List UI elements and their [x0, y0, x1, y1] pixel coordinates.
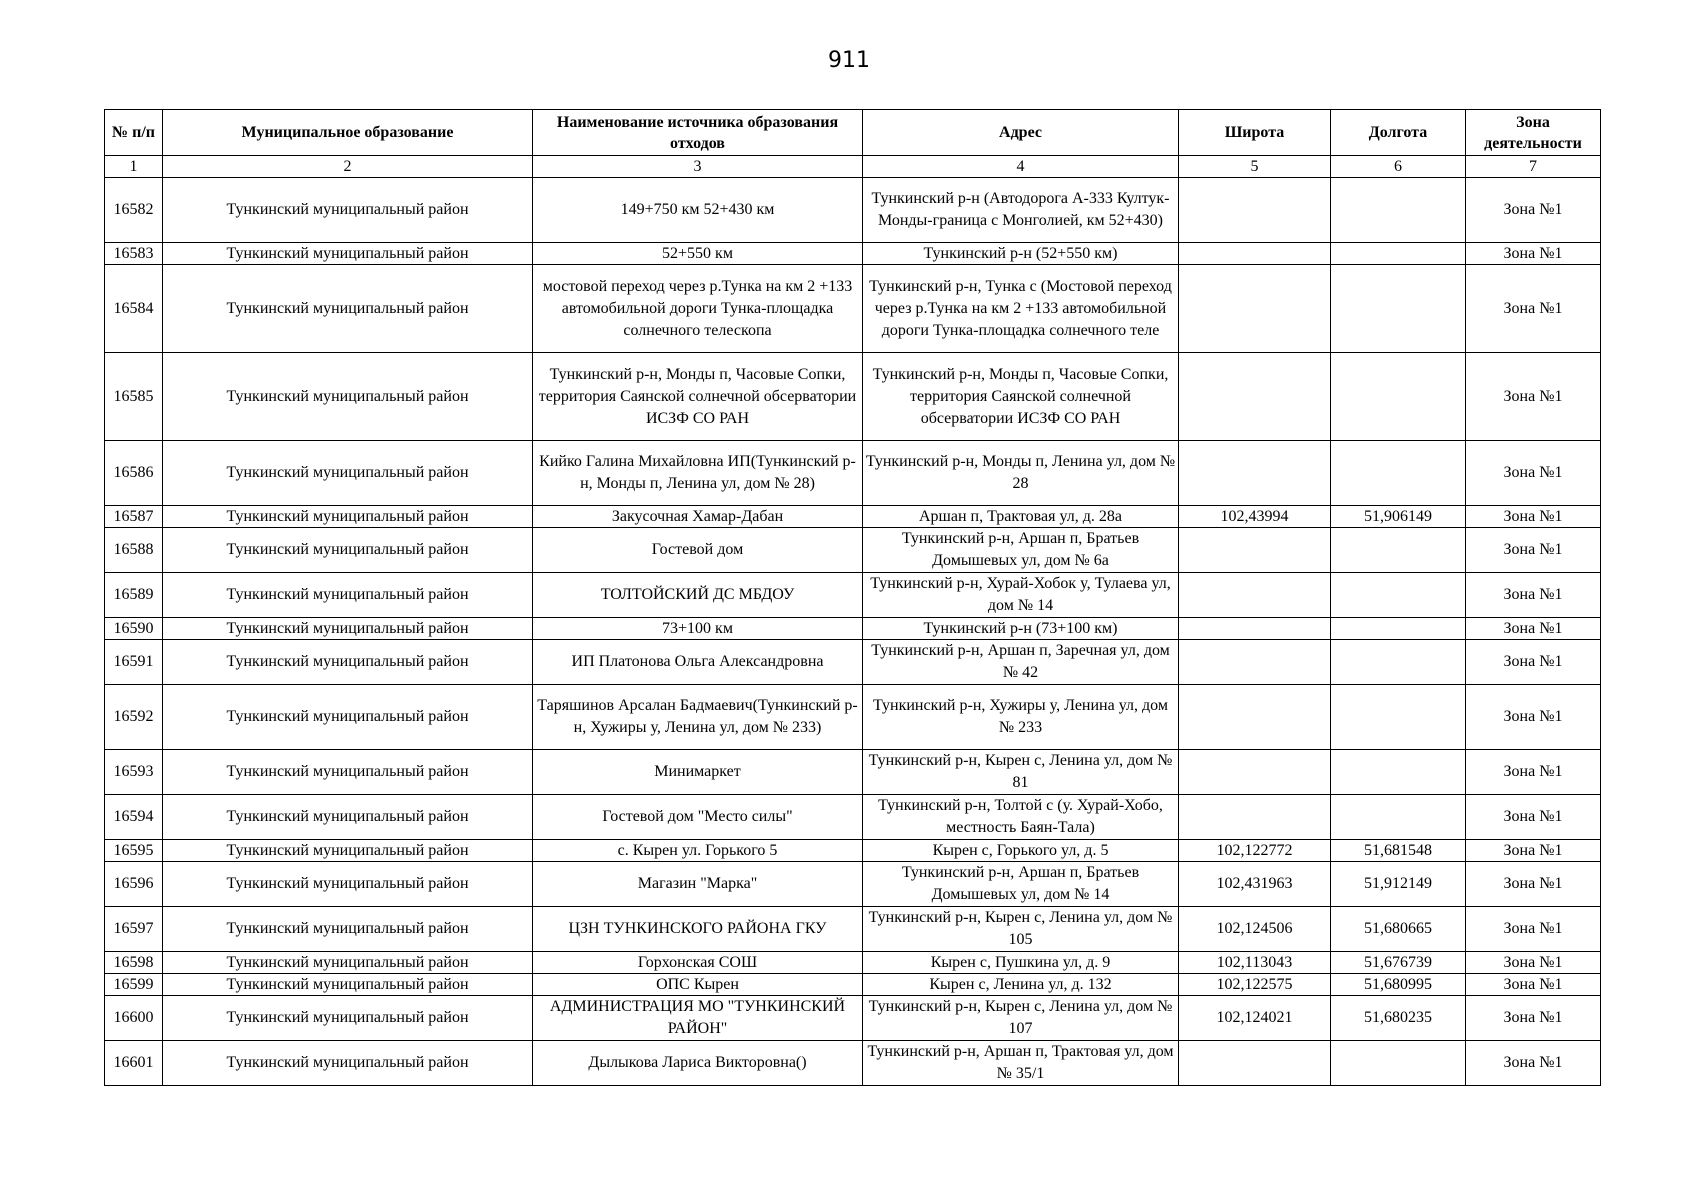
- cell-source-name: 52+550 км: [533, 243, 863, 265]
- header-cell-address: Адрес: [863, 110, 1179, 156]
- page-number: 911: [828, 48, 870, 73]
- cell-zone: Зона №1: [1466, 506, 1601, 528]
- cell-zone: Зона №1: [1466, 685, 1601, 750]
- cell-longitude: 51,680235: [1331, 996, 1466, 1041]
- cell-municipality: Тункинский муниципальный район: [163, 996, 533, 1041]
- cell-municipality: Тункинский муниципальный район: [163, 1041, 533, 1086]
- header-cell-zone: Зона деятельности: [1466, 110, 1601, 156]
- cell-latitude: [1179, 353, 1331, 441]
- cell-longitude: 51,680665: [1331, 907, 1466, 952]
- cell-source-name: Таряшинов Арсалан Бадмаевич(Тункинский р-н, Хужиры у, Ленина ул, дом № 233): [533, 685, 863, 750]
- cell-number: 16598: [105, 952, 163, 974]
- cell-municipality: Тункинский муниципальный район: [163, 353, 533, 441]
- cell-longitude: 51,906149: [1331, 506, 1466, 528]
- cell-number: 16591: [105, 640, 163, 685]
- cell-longitude: [1331, 640, 1466, 685]
- cell-latitude: [1179, 1041, 1331, 1086]
- column-number: 3: [533, 156, 863, 178]
- cell-address: Кырен с, Пушкина ул, д. 9: [863, 952, 1179, 974]
- cell-longitude: 51,680995: [1331, 974, 1466, 996]
- cell-municipality: Тункинский муниципальный район: [163, 952, 533, 974]
- cell-address: Кырен с, Горького ул, д. 5: [863, 840, 1179, 862]
- table-row: [105, 750, 1601, 795]
- cell-latitude: [1179, 750, 1331, 795]
- cell-municipality: Тункинский муниципальный район: [163, 862, 533, 907]
- cell-zone: Зона №1: [1466, 907, 1601, 952]
- cell-source-name: АДМИНИСТРАЦИЯ МО "ТУНКИНСКИЙ РАЙОН": [533, 996, 863, 1041]
- cell-latitude: [1179, 178, 1331, 243]
- cell-zone: Зона №1: [1466, 862, 1601, 907]
- cell-address: Тункинский р-н, Кырен с, Ленина ул, дом № 105: [863, 907, 1179, 952]
- table-row: [105, 685, 1601, 750]
- cell-source-name: 73+100 км: [533, 618, 863, 640]
- cell-municipality: Тункинский муниципальный район: [163, 441, 533, 506]
- cell-address: Тункинский р-н, Аршан п, Братьев Домышевых ул, дом № 14: [863, 862, 1179, 907]
- cell-zone: Зона №1: [1466, 178, 1601, 243]
- cell-source-name: Кийко Галина Михайловна ИП(Тункинский р-н, Монды п, Ленина ул, дом № 28): [533, 441, 863, 506]
- cell-source-name: Гостевой дом: [533, 528, 863, 573]
- cell-latitude: [1179, 618, 1331, 640]
- table-row: [105, 862, 1601, 907]
- cell-latitude: [1179, 528, 1331, 573]
- table-row: [105, 506, 1601, 528]
- cell-address: Тункинский р-н, Аршан п, Братьев Домышевых ул, дом № 6а: [863, 528, 1179, 573]
- cell-zone: Зона №1: [1466, 441, 1601, 506]
- cell-municipality: Тункинский муниципальный район: [163, 178, 533, 243]
- cell-zone: Зона №1: [1466, 996, 1601, 1041]
- cell-latitude: 102,43994: [1179, 506, 1331, 528]
- column-number: 4: [863, 156, 1179, 178]
- cell-longitude: [1331, 750, 1466, 795]
- cell-latitude: 102,124506: [1179, 907, 1331, 952]
- table-row: [105, 952, 1601, 974]
- waste-sources-table: [104, 109, 1601, 1086]
- cell-longitude: [1331, 795, 1466, 840]
- cell-number: 16599: [105, 974, 163, 996]
- cell-longitude: 51,912149: [1331, 862, 1466, 907]
- column-number: 1: [105, 156, 163, 178]
- cell-address: Тункинский р-н (52+550 км): [863, 243, 1179, 265]
- cell-municipality: Тункинский муниципальный район: [163, 265, 533, 353]
- cell-number: 16583: [105, 243, 163, 265]
- header-cell-number: № п/п: [105, 110, 163, 156]
- cell-municipality: Тункинский муниципальный район: [163, 618, 533, 640]
- cell-longitude: 51,676739: [1331, 952, 1466, 974]
- cell-address: Тункинский р-н, Монды п, Часовые Сопки, территория Саянской солнечной обсерватории ИСЗФ СО РАН: [863, 353, 1179, 441]
- table-row: [105, 1041, 1601, 1086]
- cell-longitude: [1331, 243, 1466, 265]
- column-numbering-row: [105, 156, 1601, 178]
- cell-number: 16582: [105, 178, 163, 243]
- cell-longitude: [1331, 528, 1466, 573]
- cell-zone: Зона №1: [1466, 243, 1601, 265]
- cell-municipality: Тункинский муниципальный район: [163, 640, 533, 685]
- table-row: [105, 840, 1601, 862]
- cell-source-name: Магазин "Марка": [533, 862, 863, 907]
- cell-address: Тункинский р-н, Хурай-Хобок у, Тулаева ул, дом № 14: [863, 573, 1179, 618]
- cell-source-name: ТОЛТОЙСКИЙ ДС МБДОУ: [533, 573, 863, 618]
- cell-longitude: [1331, 265, 1466, 353]
- cell-zone: Зона №1: [1466, 573, 1601, 618]
- table-row: [105, 996, 1601, 1041]
- table-row: [105, 528, 1601, 573]
- cell-longitude: [1331, 441, 1466, 506]
- cell-latitude: [1179, 441, 1331, 506]
- cell-zone: Зона №1: [1466, 1041, 1601, 1086]
- cell-number: 16594: [105, 795, 163, 840]
- cell-number: 16590: [105, 618, 163, 640]
- column-number: 6: [1331, 156, 1466, 178]
- header-cell-latitude: Широта: [1179, 110, 1331, 156]
- table-body: [105, 178, 1601, 1086]
- cell-latitude: 102,124021: [1179, 996, 1331, 1041]
- column-number: 5: [1179, 156, 1331, 178]
- cell-municipality: Тункинский муниципальный район: [163, 685, 533, 750]
- cell-zone: Зона №1: [1466, 618, 1601, 640]
- column-number: 7: [1466, 156, 1601, 178]
- cell-number: 16589: [105, 573, 163, 618]
- cell-longitude: [1331, 685, 1466, 750]
- cell-source-name: ЦЗН ТУНКИНСКОГО РАЙОНА ГКУ: [533, 907, 863, 952]
- cell-zone: Зона №1: [1466, 840, 1601, 862]
- cell-address: Аршан п, Трактовая ул, д. 28а: [863, 506, 1179, 528]
- table-row: [105, 178, 1601, 243]
- cell-source-name: ОПС Кырен: [533, 974, 863, 996]
- header-cell-longitude: Долгота: [1331, 110, 1466, 156]
- cell-latitude: 102,113043: [1179, 952, 1331, 974]
- cell-number: 16584: [105, 265, 163, 353]
- cell-latitude: [1179, 685, 1331, 750]
- cell-municipality: Тункинский муниципальный район: [163, 506, 533, 528]
- cell-municipality: Тункинский муниципальный район: [163, 243, 533, 265]
- column-number: 2: [163, 156, 533, 178]
- cell-source-name: 149+750 км 52+430 км: [533, 178, 863, 243]
- cell-longitude: 51,681548: [1331, 840, 1466, 862]
- cell-number: 16595: [105, 840, 163, 862]
- cell-zone: Зона №1: [1466, 265, 1601, 353]
- cell-source-name: мостовой переход через р.Тунка на км 2 +133 автомобильной дороги Тунка-площадка солнечного телескопа: [533, 265, 863, 353]
- cell-address: Тункинский р-н (Автодорога А-333 Култук-Монды-граница с Монголией, км 52+430): [863, 178, 1179, 243]
- cell-address: Тункинский р-н, Тунка с (Мостовой переход через р.Тунка на км 2 +133 автомобильной дороги Тунка-площадка солнечного теле: [863, 265, 1179, 353]
- cell-longitude: [1331, 178, 1466, 243]
- cell-number: 16593: [105, 750, 163, 795]
- table-row: [105, 441, 1601, 506]
- table-header: [105, 110, 1601, 178]
- cell-number: 16586: [105, 441, 163, 506]
- table-row: [105, 573, 1601, 618]
- header-cell-municipality: Муниципальное образование: [163, 110, 533, 156]
- cell-address: Тункинский р-н, Кырен с, Ленина ул, дом № 107: [863, 996, 1179, 1041]
- table-row: [105, 265, 1601, 353]
- cell-number: 16596: [105, 862, 163, 907]
- cell-municipality: Тункинский муниципальный район: [163, 795, 533, 840]
- cell-address: Тункинский р-н, Аршан п, Заречная ул, дом № 42: [863, 640, 1179, 685]
- cell-municipality: Тункинский муниципальный район: [163, 528, 533, 573]
- cell-municipality: Тункинский муниципальный район: [163, 750, 533, 795]
- cell-latitude: [1179, 265, 1331, 353]
- cell-latitude: 102,122772: [1179, 840, 1331, 862]
- cell-zone: Зона №1: [1466, 974, 1601, 996]
- cell-municipality: Тункинский муниципальный район: [163, 573, 533, 618]
- cell-address: Тункинский р-н, Кырен с, Ленина ул, дом № 81: [863, 750, 1179, 795]
- cell-latitude: 102,122575: [1179, 974, 1331, 996]
- cell-zone: Зона №1: [1466, 952, 1601, 974]
- header-cell-source-name: Наименование источника образования отходов: [533, 110, 863, 156]
- cell-zone: Зона №1: [1466, 795, 1601, 840]
- cell-municipality: Тункинский муниципальный район: [163, 907, 533, 952]
- cell-number: 16592: [105, 685, 163, 750]
- header-row: [105, 110, 1601, 156]
- cell-zone: Зона №1: [1466, 353, 1601, 441]
- cell-address: Тункинский р-н (73+100 км): [863, 618, 1179, 640]
- table-row: [105, 618, 1601, 640]
- cell-longitude: [1331, 573, 1466, 618]
- cell-latitude: [1179, 640, 1331, 685]
- cell-source-name: Тункинский р-н, Монды п, Часовые Сопки, территория Саянской солнечной обсерватории ИСЗФ СО РАН: [533, 353, 863, 441]
- cell-longitude: [1331, 618, 1466, 640]
- table-row: [105, 640, 1601, 685]
- cell-address: Тункинский р-н, Аршан п, Трактовая ул, дом № 35/1: [863, 1041, 1179, 1086]
- cell-source-name: Горхонская СОШ: [533, 952, 863, 974]
- cell-number: 16587: [105, 506, 163, 528]
- cell-latitude: [1179, 795, 1331, 840]
- cell-source-name: Закусочная Хамар-Дабан: [533, 506, 863, 528]
- cell-address: Тункинский р-н, Толтой с (у. Хурай-Хобо, местность Баян-Тала): [863, 795, 1179, 840]
- cell-source-name: Гостевой дом "Место силы": [533, 795, 863, 840]
- cell-municipality: Тункинский муниципальный район: [163, 840, 533, 862]
- table-row: [105, 974, 1601, 996]
- cell-number: 16601: [105, 1041, 163, 1086]
- cell-longitude: [1331, 353, 1466, 441]
- table-row: [105, 795, 1601, 840]
- table-row: [105, 907, 1601, 952]
- cell-source-name: Минимаркет: [533, 750, 863, 795]
- cell-source-name: с. Кырен ул. Горького 5: [533, 840, 863, 862]
- cell-number: 16597: [105, 907, 163, 952]
- cell-source-name: ИП Платонова Ольга Александровна: [533, 640, 863, 685]
- cell-zone: Зона №1: [1466, 640, 1601, 685]
- cell-address: Тункинский р-н, Хужиры у, Ленина ул, дом № 233: [863, 685, 1179, 750]
- cell-source-name: Дылыкова Лариса Викторовна(): [533, 1041, 863, 1086]
- cell-number: 16588: [105, 528, 163, 573]
- table-row: [105, 243, 1601, 265]
- cell-latitude: 102,431963: [1179, 862, 1331, 907]
- cell-latitude: [1179, 573, 1331, 618]
- cell-address: Кырен с, Ленина ул, д. 132: [863, 974, 1179, 996]
- cell-zone: Зона №1: [1466, 528, 1601, 573]
- cell-municipality: Тункинский муниципальный район: [163, 974, 533, 996]
- cell-longitude: [1331, 1041, 1466, 1086]
- cell-number: 16585: [105, 353, 163, 441]
- cell-latitude: [1179, 243, 1331, 265]
- table-row: [105, 353, 1601, 441]
- cell-zone: Зона №1: [1466, 750, 1601, 795]
- cell-number: 16600: [105, 996, 163, 1041]
- cell-address: Тункинский р-н, Монды п, Ленина ул, дом № 28: [863, 441, 1179, 506]
